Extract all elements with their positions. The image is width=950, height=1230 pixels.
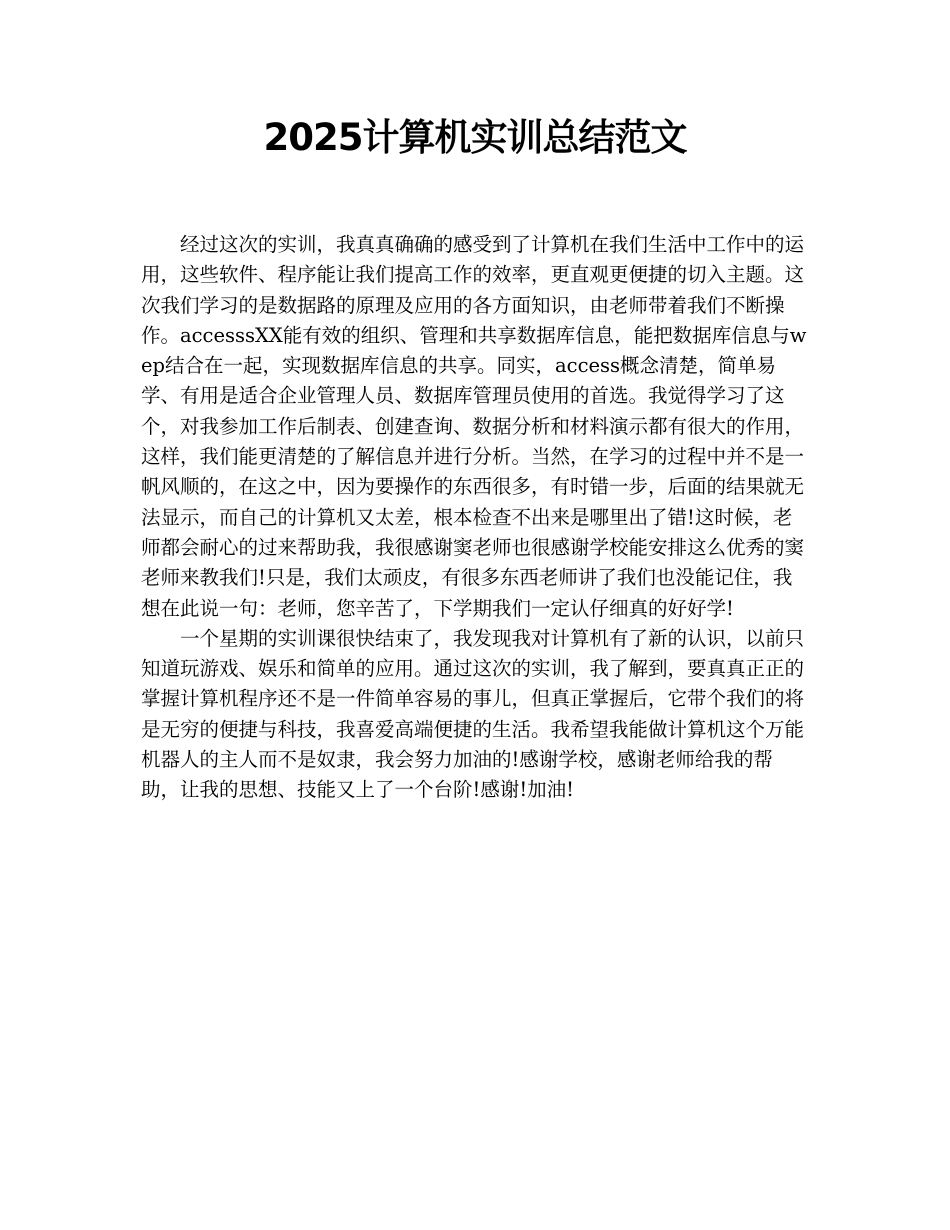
document-title: 2025计算机实训总结范文 (263, 116, 687, 159)
body-paragraph-1: 经过这次的实训，我真真确确的感受到了计算机在我们生活中工作中的运用，这些软件、程序能让我们提高工作的效率，更直观更便捷的切入主题。这次我们学习的是数据路的原理及应用的各方面知识，由老师带着我们不断操作。accesssXX能有效的组织、管理和共享数据库信息，能把数据库信息与wep结合在一起，实现数据库信息的共享。同实，access概念清楚，简单易学、有用是适合企业管理人员、数据库管理员使用的首选。我觉得学习了这个，对我参加工作后制表、创建查询、数据分析和材料演示都有很大的作用，这样，我们能更清楚的了解信息并进行分析。当然，在学习的过程中并不是一帆风顺的，在这之中，因为要操作的东西很多，有时错一步，后面的结果就无法显示，而自己的计算机又太差，根本检查不出来是哪里出了错!这时候，老师都会耐心的过来帮助我，我很感谢窦老师也很感谢学校能安排这么优秀的窦老师来教我们!只是，我们太顽皮，有很多东西老师讲了我们也没能记住，我想在此说一句：老师，您辛苦了，下学期我们一定认仔细真的好好学! (141, 233, 807, 620)
body-paragraph-2: 一个星期的实训课很快结束了，我发现我对计算机有了新的认识，以前只知道玩游戏、娱乐和简单的应用。通过这次的实训，我了解到，要真真正正的掌握计算机程序还不是一件简单容易的事儿，但真正掌握后，它带个我们的将是无穷的便捷与科技，我喜爱高端便捷的生活。我希望我能做计算机这个万能机器人的主人而不是奴隶，我会努力加油的!感谢学校，感谢老师给我的帮助，让我的思想、技能又上了一个台阶!感谢!加油! (141, 626, 805, 802)
document-body (141, 230, 809, 806)
